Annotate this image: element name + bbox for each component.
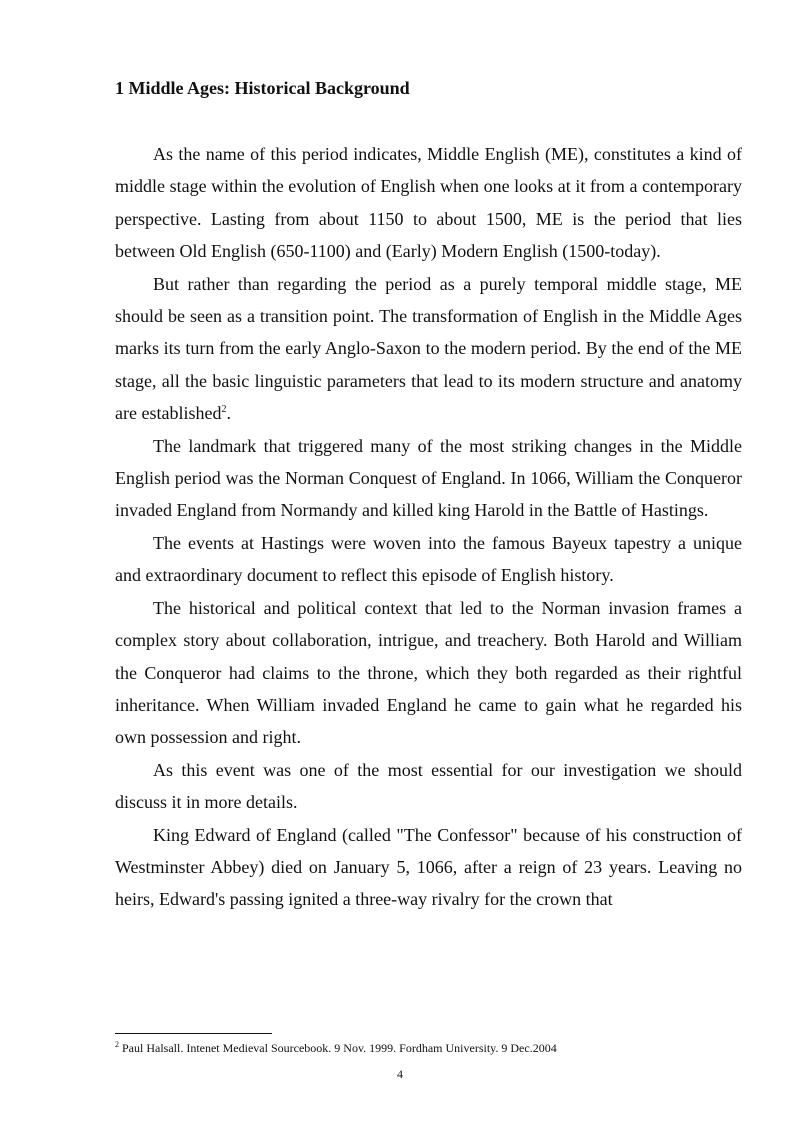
paragraph-2-period: .	[226, 403, 231, 424]
footnote-number: 2	[115, 1040, 119, 1049]
paragraph-2-text: But rather than regarding the period as a purely temporal middle stage, ME should be seen as a transition point. The transformation of English in the Middle Ages marks its turn from the early Anglo-Saxon to the modern period. By the end of the ME stage, all the basic linguistic parameters that lead to its modern structure and anatomy are established	[115, 273, 742, 424]
paragraph-1: As the name of this period indicates, Middle English (ME), constitutes a kind of middle stage within the evolution of English when one looks at it from a contemporary perspective. Lasting from about 1150 to about 1500, ME is the period that lies between Old English (650-1100) and (Early) Modern English (1500-today).	[115, 144, 742, 262]
body-text	[115, 138, 742, 916]
paragraph-4: The events at Hastings were woven into the famous Bayeux tapestry a unique and extraordinary document to reflect this episode of English history.	[115, 532, 742, 586]
paragraph-3: The landmark that triggered many of the most striking changes in the Middle English period was the Norman Conquest of England. In 1066, William the Conqueror invaded England from Normandy and killed king Harold in the Battle of Hastings.	[115, 435, 742, 521]
footnote	[115, 1041, 557, 1056]
footnote-separator	[115, 1033, 272, 1034]
page-number: 4	[397, 1067, 403, 1081]
paragraph-5: The historical and political context that led to the Norman invasion frames a complex story about collaboration, intrigue, and treachery. Both Harold and William the Conqueror had claims to the throne, which they both regarded as their rightful inheritance. When William invaded England he came to gain what he regarded his own possession and right.	[115, 597, 742, 748]
paragraph-7: King Edward of England (called "The Confessor" because of his construction of Westminster Abbey) died on January 5, 1066, after a reign of 23 years. Leaving no heirs, Edward's passing ignited a three-way rivalry for the crown that	[115, 824, 742, 910]
footnote-reference[interactable]: 2	[221, 404, 227, 416]
paragraph-2	[115, 268, 742, 430]
section-heading: 1 Middle Ages: Historical Background	[115, 78, 410, 98]
footnote-text: Paul Halsall. Intenet Medieval Sourcebook. 9 Nov. 1999. Fordham University. 9 Dec.2004	[119, 1041, 557, 1055]
paragraph-6: As this event was one of the most essential for our investigation we should discuss it in more details.	[115, 759, 742, 813]
